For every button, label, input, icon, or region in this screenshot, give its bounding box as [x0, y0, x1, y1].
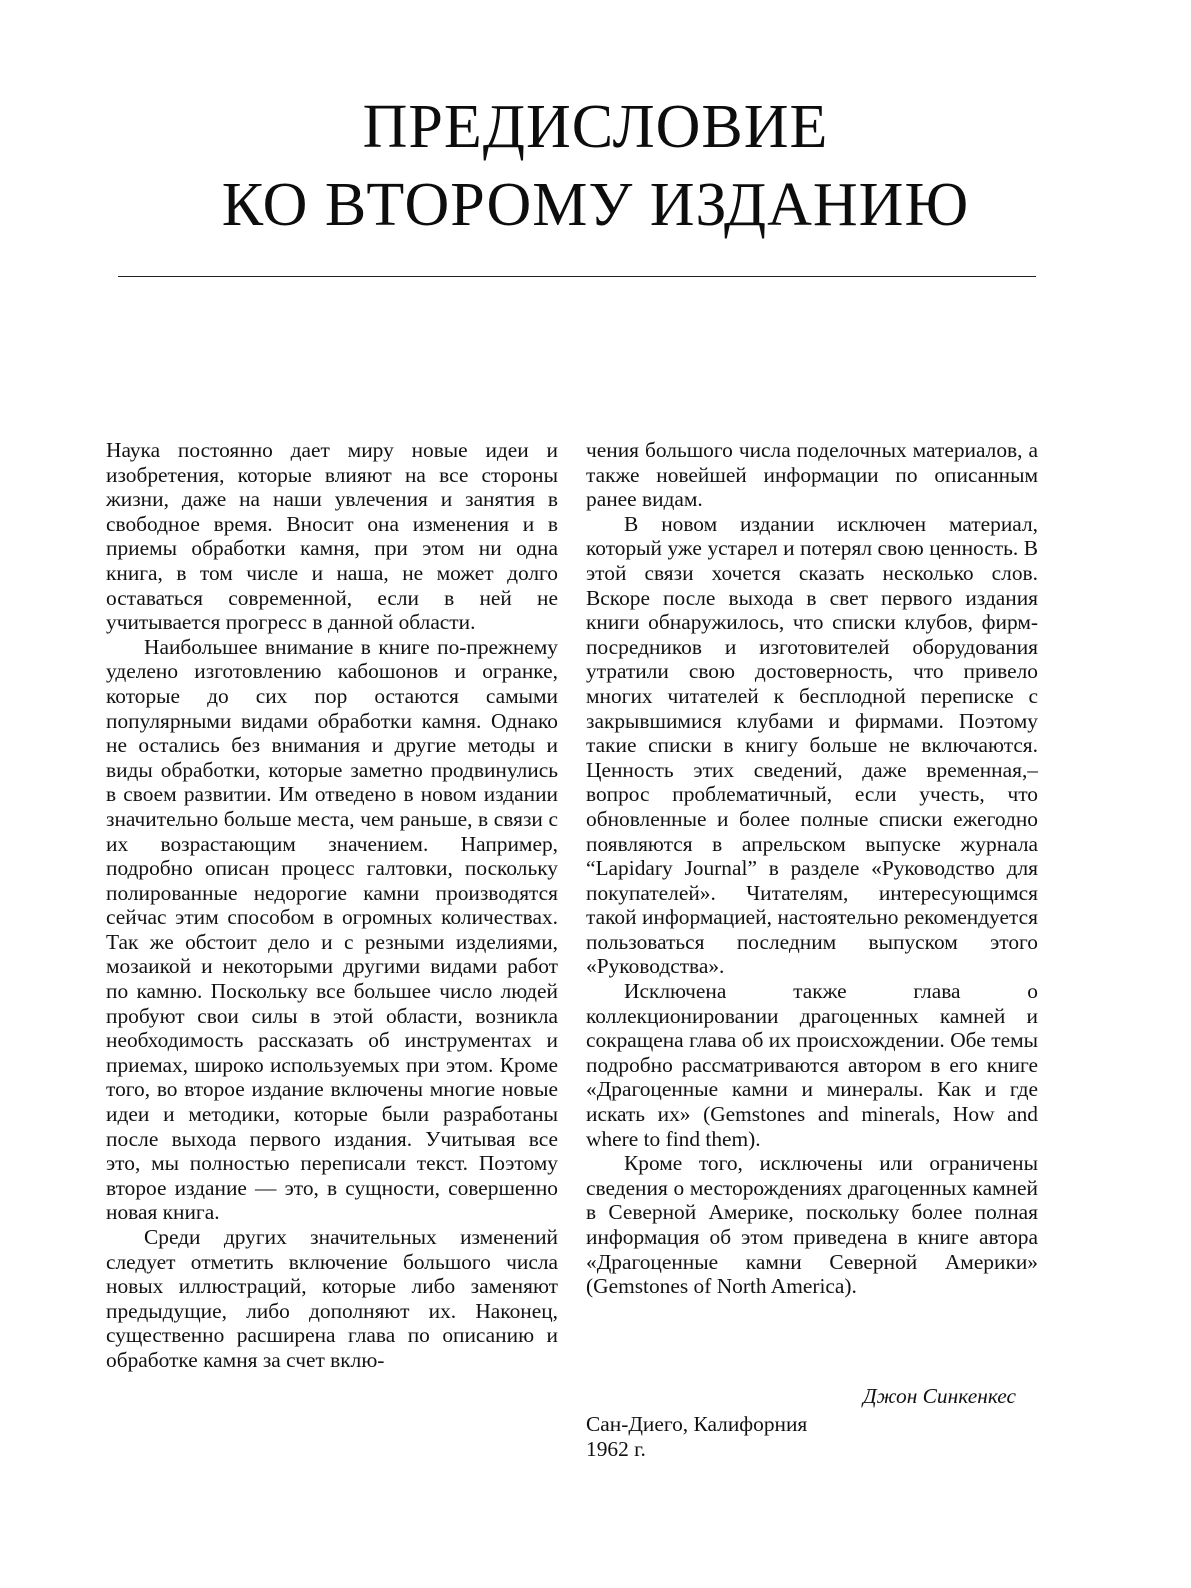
page-title-line-1: ПРЕДИСЛОВИЕ	[362, 93, 829, 161]
page-title-line-2: КО ВТОРОМУ ИЗДАНИЮ	[221, 171, 970, 239]
paragraph-3-continued: чения большого числа поделочных материалов, а также новейшей информации по описанным ранее видам.	[586, 438, 1038, 512]
signature-year: 1962 г.	[586, 1437, 646, 1461]
paragraph-3: Среди других значительных изменений следует отметить включение большого числа новых иллюстраций, которые либо заменяют предыдущие, либо дополняют их. Наконец, существенно расширена глава по описанию и обработке камня за счет вклю-	[106, 1225, 558, 1372]
paragraph-2: Наибольшее внимание в книге по-прежнему уделено изготовлению кабошонов и огранке, которые до сих пор остаются самыми популярными видами обработки камня. Однако не остались без внимания и другие методы и виды обработки, которые заметно продвинулись в своем развитии. Им отведено в новом издании значительно больше места, чем раньше, в связи с их возрастающим значением. Например, подробно описан процесс галтовки, поскольку полированные недорогие камни производятся сейчас этим способом в огромных количествах. Так же обстоит дело и с резными изделиями, мозаикой и некоторыми другими видами работ по камню. Поскольку все большее число людей пробуют свои силы в этой области, возникла необходимость рассказать об инструментах и приемах, широко используемых при этом. Кроме того, во второе издание включены многие новые идеи и методики, которые были разработаны после выхода первого издания. Учитывая все это, мы полностью переписали текст. Поэтому второе издание — это, в сущности, совершенно новая книга.	[106, 634, 558, 1225]
author-signature: Джон Синкенкес	[863, 1384, 1016, 1408]
left-column	[106, 438, 558, 1373]
page-title	[0, 88, 1191, 244]
signature-place: Сан-Диего, Калифорния	[586, 1412, 808, 1436]
paragraph-5: Исключена также глава о коллекционировании драгоценных камней и сокращена глава об их происхождении. Обе темы подробно рассматриваются автором в его книге «Драгоценные камни и минералы. Как и где искать их» (Gemstones and minerals, How and where to find them).	[586, 979, 1038, 1151]
paragraph-4: В новом издании исключен материал, который уже устарел и потерял свою ценность. В этой связи хочется сказать несколько слов. Вскоре после выхода в свет первого издания книги обнаружилось, что списки клубов, фирм-посредников и изготовителей оборудования утратили свою достоверность, что привело многих читателей к бесплодной переписке с закрывшимися клубами и фирмами. Поэтому такие списки в книгу больше не включаются. Ценность этих сведений, даже временная,– вопрос проблематичный, если учесть, что обновленные и более полные списки ежегодно появляются в апрельском выпуске журнала “Lapidary Journal” в разделе «Руководство для покупателей». Читателям, интересующимся такой информацией, настоятельно рекомендуется пользоваться последним выпуском этого «Руководства».	[586, 511, 1038, 979]
title-divider	[118, 276, 1036, 277]
paragraph-1: Наука постоянно дает миру новые идеи и изобретения, которые влияют на все стороны жизни, даже на наши увлечения и занятия в свободное время. Вносит она изменения и в приемы обработки камня, при этом ни одна книга, в том числе и наша, не может долго оставаться современной, если в ней не учитывается прогресс в данной области.	[106, 438, 558, 635]
paragraph-6: Кроме того, исключены или ограничены сведения о месторождениях драгоценных камней в Северной Америке, поскольку более полная информация об этом приведена в книге автора «Драгоценные камни Северной Америки» (Gemstones of North America).	[586, 1151, 1038, 1299]
right-column	[586, 438, 1038, 1299]
